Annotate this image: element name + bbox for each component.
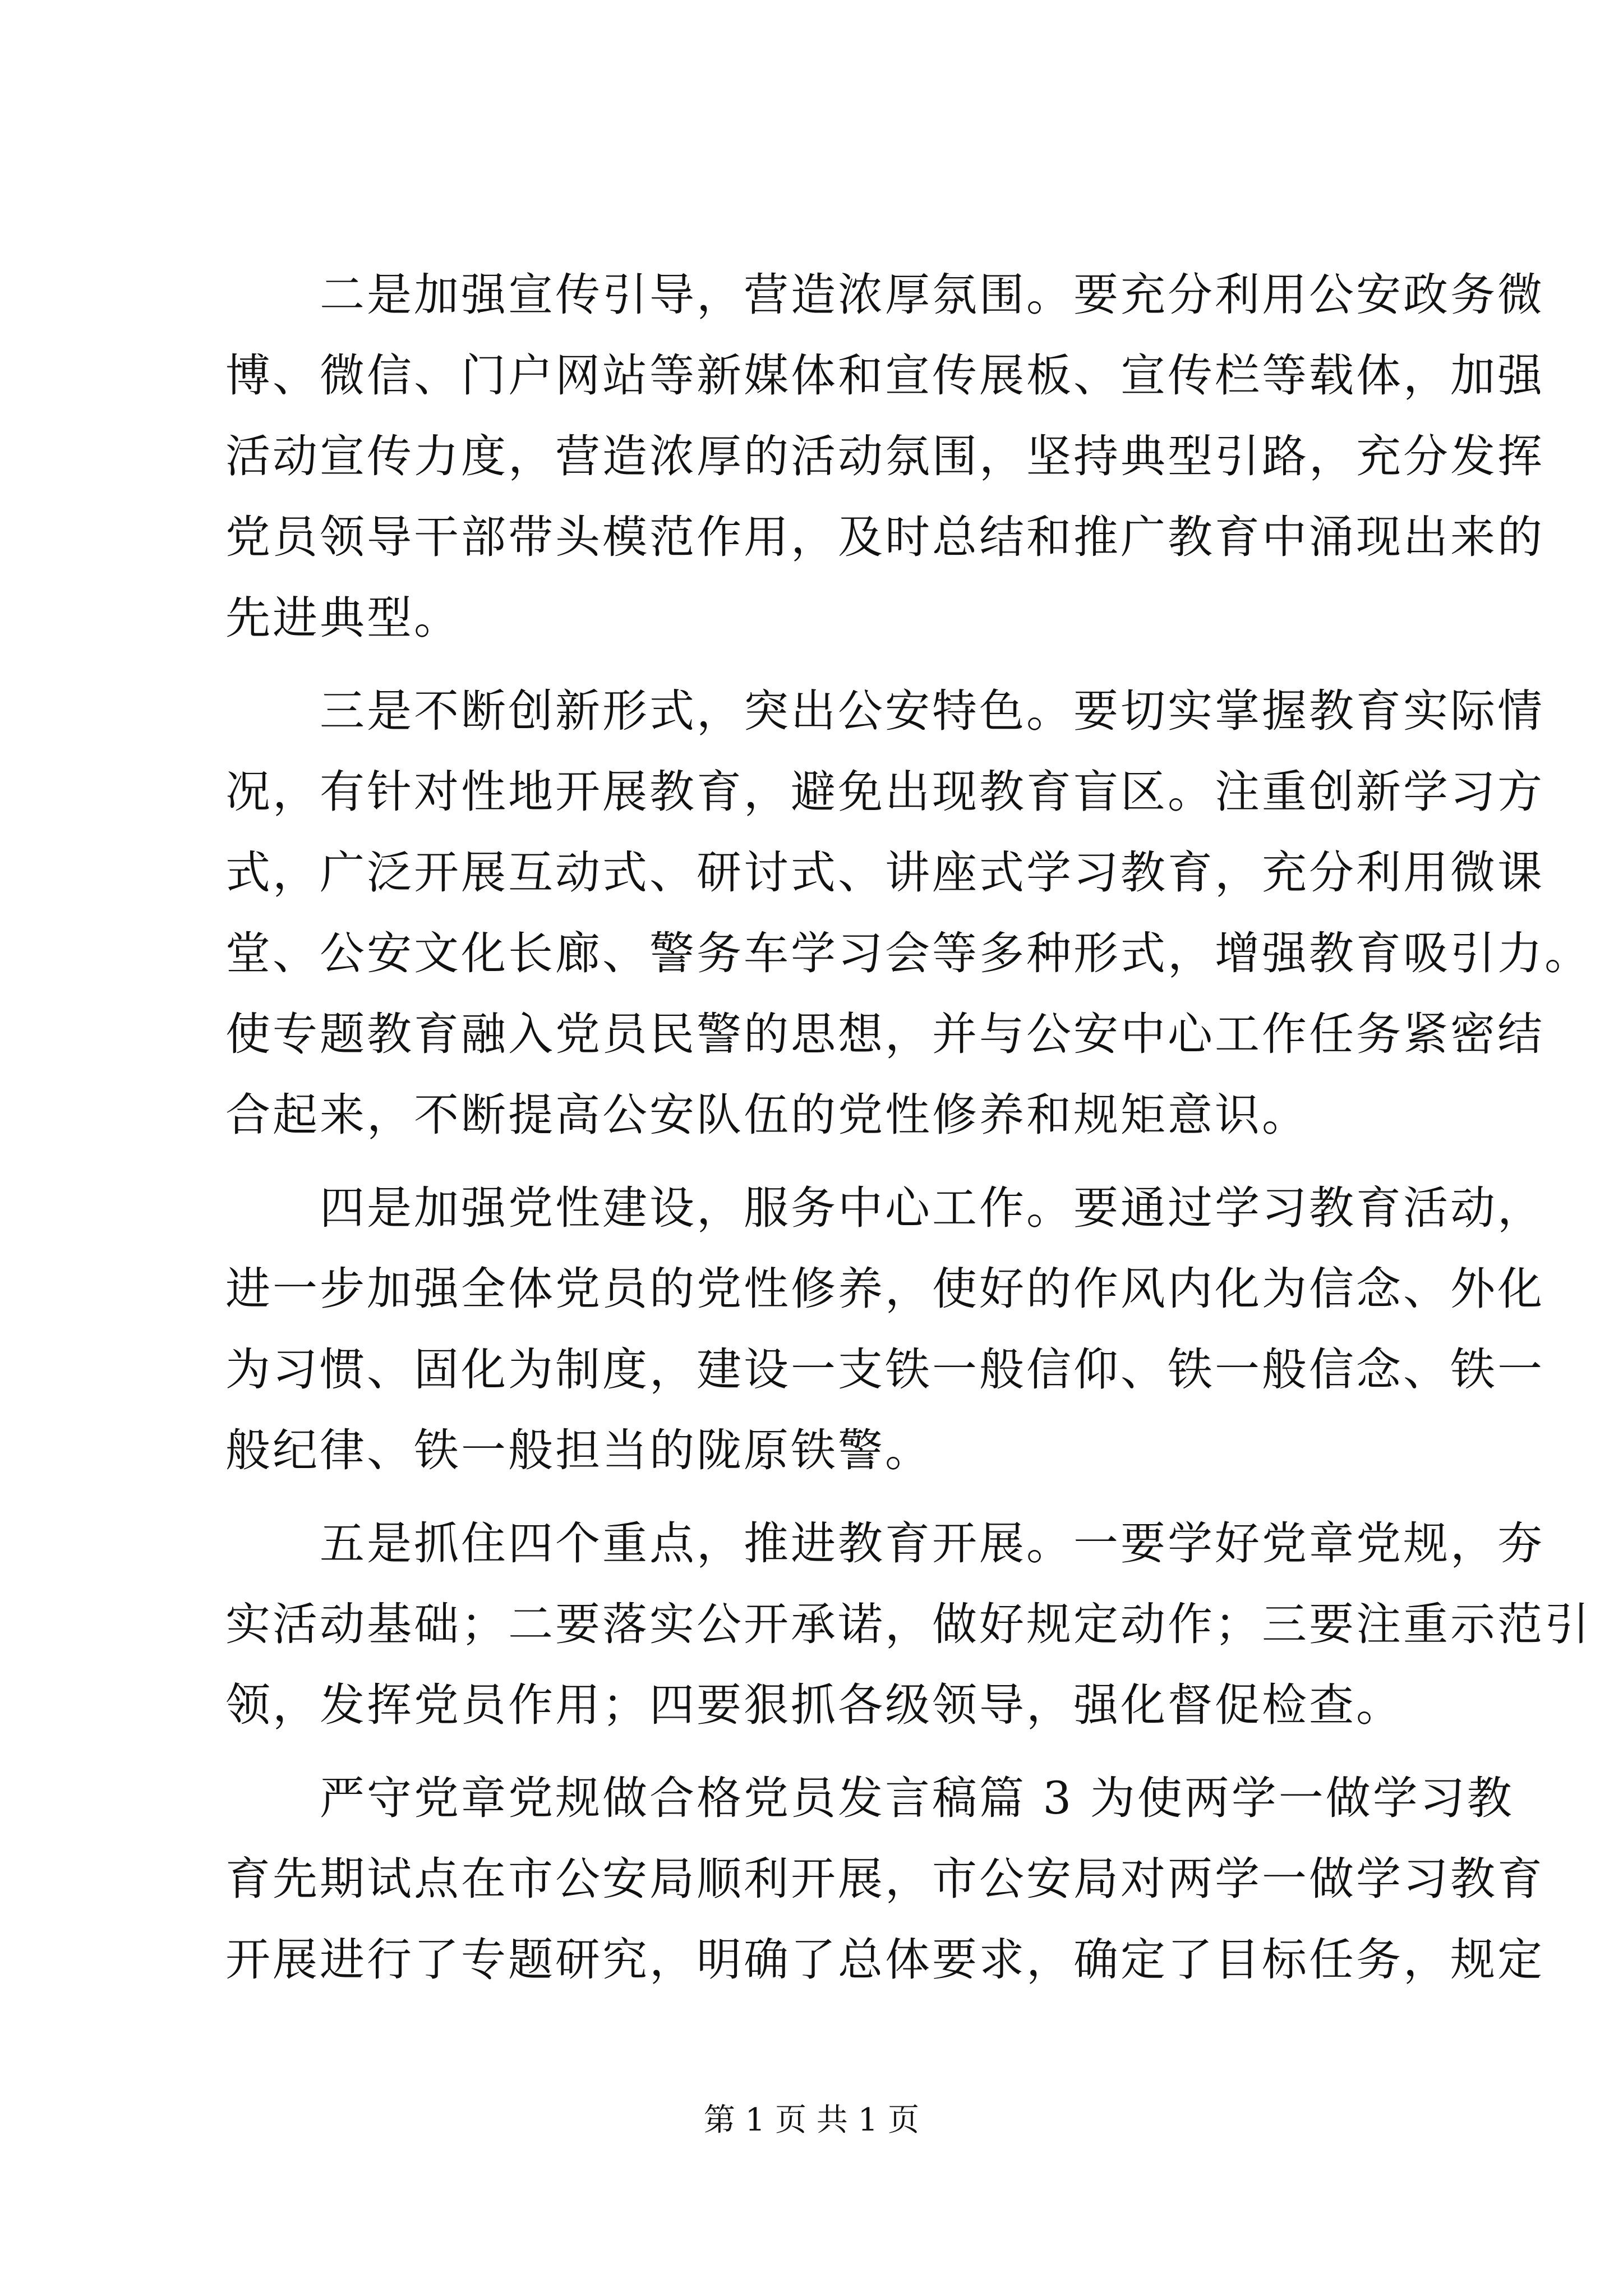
text-line: 活动宣传力度，营造浓厚的活动氛围，坚持典型引路，充分发挥 [225, 430, 1544, 482]
document-body [225, 255, 1592, 2000]
paragraph-gap [225, 659, 1426, 671]
text-line: 严守党章党规做合格党员发言稿篇 3 为使两学一做学习教 [225, 1772, 1514, 1824]
text-line: 二是加强宣传引导，营造浓厚氛围。要充分利用公安政务微 [225, 269, 1544, 321]
paragraph-gap [225, 1491, 1426, 1503]
text-line: 育先期试点在市公安局顺利开展，市公安局对两学一做学习教育 [225, 1853, 1544, 1905]
paragraph-speech-3 [225, 1758, 1544, 2000]
text-line: 开展进行了专题研究，明确了总体要求，确定了目标任务，规定 [225, 1934, 1544, 1986]
paragraph-5-four-priorities [225, 1503, 1592, 1746]
text-line: 四是加强党性建设，服务中心工作。要通过学习教育活动， [225, 1182, 1544, 1234]
text-line: 实活动基础；二要落实公开承诺，做好规定动作；三要注重示范引 [225, 1598, 1592, 1650]
text-line: 般纪律、铁一般担当的陇原铁警。 [225, 1424, 932, 1476]
text-line: 为习惯、固化为制度，建设一支铁一般信仰、铁一般信念、铁一 [225, 1343, 1544, 1396]
text-line: 堂、公安文化长廊、警务车学习会等多种形式，增强教育吸引力。 [225, 927, 1592, 979]
text-line: 领，发挥党员作用；四要狠抓各级领导，强化督促检查。 [225, 1679, 1403, 1731]
paragraph-2-promotion [225, 255, 1544, 659]
text-line: 合起来，不断提高公安队伍的党性修养和规矩意识。 [225, 1089, 1309, 1141]
text-line: 况，有针对性地开展教育，避免出现教育盲区。注重创新学习方 [225, 766, 1544, 818]
text-line: 先进典型。 [225, 592, 461, 644]
text-line: 党员领导干部带头模范作用，及时总结和推广教育中涌现出来的 [225, 511, 1544, 563]
text-line: 使专题教育融入党员民警的思想，并与公安中心工作任务紧密结 [225, 1008, 1544, 1060]
page-number-footer: 第 1 页 共 1 页 [703, 2102, 920, 2138]
text-line: 三是不断创新形式，突出公安特色。要切实掌握教育实际情 [225, 685, 1544, 737]
text-line: 进一步加强全体党员的党性修养，使好的作风内化为信念、外化 [225, 1263, 1544, 1315]
text-line: 式，广泛开展互动式、研讨式、讲座式学习教育，充分利用微课 [225, 846, 1544, 899]
paragraph-gap [225, 1746, 1426, 1758]
text-line: 五是抓住四个重点，推进教育开展。一要学好党章党规，夯 [225, 1517, 1544, 1570]
text-line: 博、微信、门户网站等新媒体和宣传展板、宣传栏等载体，加强 [225, 349, 1544, 402]
paragraph-4-party-building [225, 1168, 1544, 1491]
paragraph-3-innovation [225, 671, 1592, 1156]
paragraph-gap [225, 1156, 1426, 1168]
